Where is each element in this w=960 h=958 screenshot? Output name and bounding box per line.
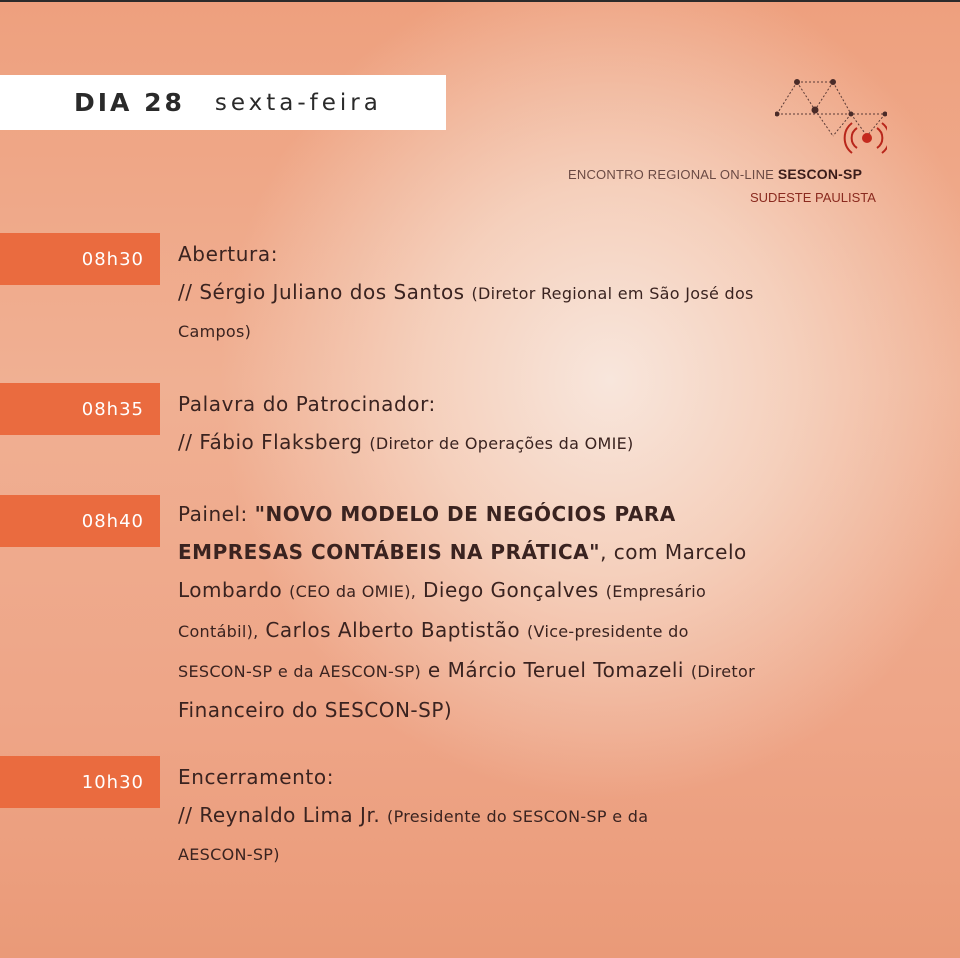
panel-line-1 — [178, 495, 878, 533]
session-title: Palavra do Patrocinador: — [178, 392, 436, 416]
speaker-line — [178, 273, 878, 313]
panel-line-2 — [178, 533, 878, 571]
session-content — [178, 233, 878, 351]
panel-line-5 — [178, 651, 878, 691]
session-content — [178, 383, 878, 463]
logo-brand: SESCON-SP — [777, 166, 863, 182]
speaker-role-cont: Campos) — [178, 322, 252, 341]
logo-region: SUDESTE PAULISTA — [750, 190, 876, 205]
day-weekday: sexta-feira — [214, 89, 382, 116]
speaker-role: (Presidente do SESCON-SP e da — [387, 807, 649, 826]
session-content — [178, 495, 878, 729]
speaker-name: // Reynaldo Lima Jr. — [178, 803, 381, 827]
top-border — [0, 0, 960, 2]
session-time: 08h35 — [0, 383, 160, 435]
speaker-name: // Sérgio Juliano dos Santos — [178, 280, 465, 304]
panelist-role: (Empresário — [605, 582, 707, 601]
panel-title-2: EMPRESAS CONTÁBEIS NA PRÁTICA" — [178, 540, 601, 564]
panelist-name: Márcio Teruel Tomazeli — [447, 658, 684, 682]
panelist-name: Lombardo — [178, 578, 283, 602]
speaker-name: // Fábio Flaksberg — [178, 430, 363, 454]
network-nodes-broadcast-icon — [775, 74, 887, 162]
day-banner — [0, 75, 446, 130]
panel-line-4 — [178, 611, 878, 651]
speaker-role: (Diretor de Operações da OMIE) — [369, 434, 634, 453]
panelist-role: (Diretor — [690, 662, 755, 681]
session-title: Encerramento: — [178, 765, 335, 789]
event-logo — [560, 70, 890, 210]
day-number: DIA 28 — [74, 88, 185, 117]
panel-prefix: Painel: — [178, 502, 255, 526]
session-time: 10h30 — [0, 756, 160, 808]
panelist-name: Carlos Alberto Baptistão — [265, 618, 521, 642]
session-time: 08h30 — [0, 233, 160, 285]
panel-line-6: Financeiro do SESCON-SP) — [178, 698, 453, 722]
session-time: 08h40 — [0, 495, 160, 547]
panelist-role: (Vice-presidente do — [527, 622, 689, 641]
speaker-role: (Diretor Regional em São José dos — [471, 284, 754, 303]
panel-title-1: "NOVO MODELO DE NEGÓCIOS PARA — [254, 502, 676, 526]
session-content — [178, 756, 878, 874]
panel-with: , com Marcelo — [600, 540, 747, 564]
speaker-line — [178, 423, 878, 463]
panelist-name: Diego Gonçalves — [423, 578, 599, 602]
speaker-line — [178, 796, 878, 836]
logo-event-title: ENCONTRO REGIONAL ON-LINE SESCON-SP — [568, 166, 863, 182]
panel-line-3 — [178, 571, 878, 611]
panelist-role: (CEO da OMIE), — [289, 582, 417, 601]
panelist-role: SESCON-SP e da AESCON-SP) — [178, 662, 422, 681]
speaker-role-cont: AESCON-SP) — [178, 845, 280, 864]
session-title: Abertura: — [178, 242, 279, 266]
panelist-role: Contábil), — [178, 622, 259, 641]
panel-conjunction: e — [427, 658, 441, 682]
